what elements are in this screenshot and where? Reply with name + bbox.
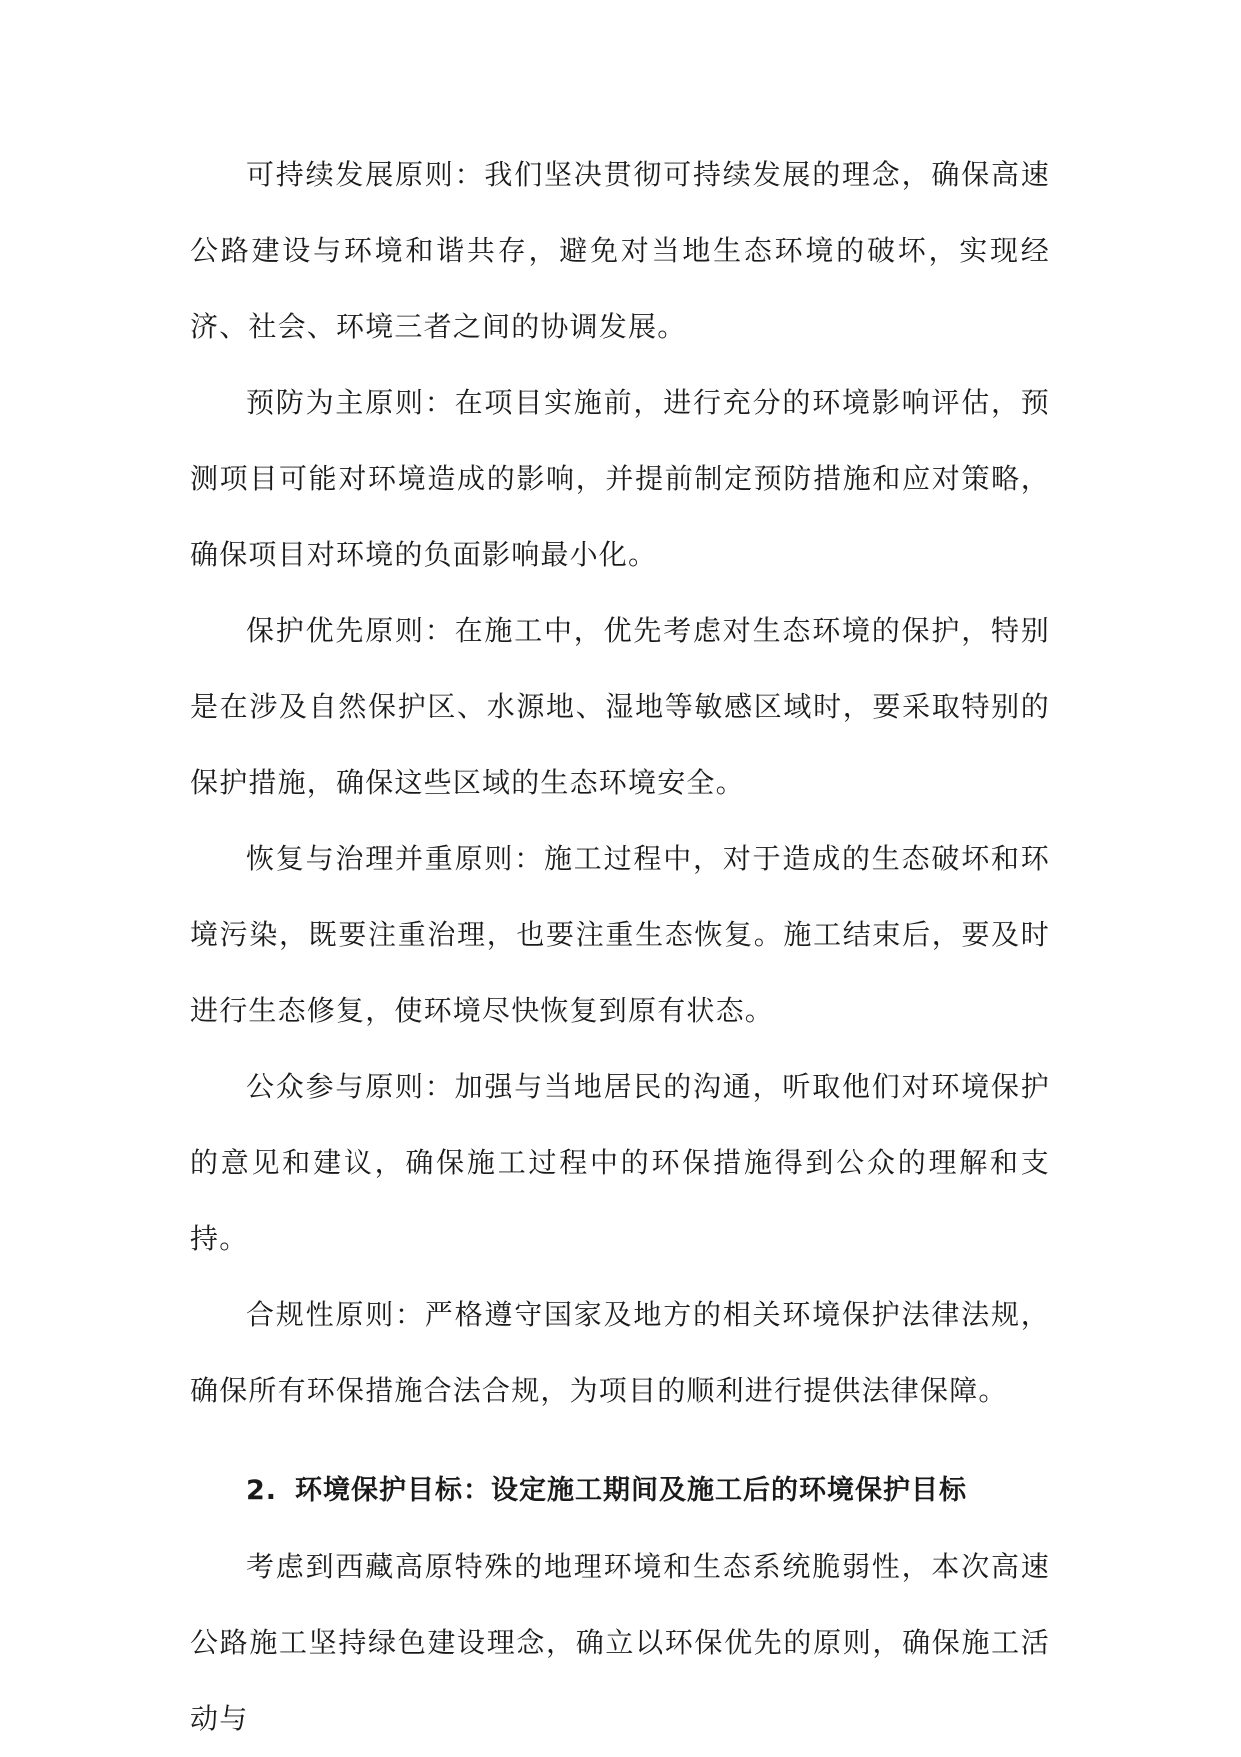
section-title: 环境保护目标：设定施工期间及施工后的环境保护目标 bbox=[295, 1475, 968, 1506]
paragraph-protection-priority: 保护优先原则：在施工中，优先考虑对生态环境的保护，特别是在涉及自然保护区、水源地、湿地等敏感区域时，要采取特别的保护措施，确保这些区域的生态环境安全。 bbox=[190, 614, 1050, 799]
section-heading bbox=[190, 1453, 1050, 1529]
paragraph-public-participation: 公众参与原则：加强与当地居民的沟通，听取他们对环境保护的意见和建议，确保施工过程中的环保措施得到公众的理解和支持。 bbox=[190, 1070, 1050, 1255]
section-number: 2. bbox=[246, 1475, 278, 1506]
paragraph-sustainable-development: 可持续发展原则：我们坚决贯彻可持续发展的理念，确保高速公路建设与环境和谐共存，避免对当地生态环境的破坏，实现经济、社会、环境三者之间的协调发展。 bbox=[190, 158, 1050, 343]
paragraph-prevention-first: 预防为主原则：在项目实施前，进行充分的环境影响评估，预测项目可能对环境造成的影响，并提前制定预防措施和应对策略，确保项目对环境的负面影响最小化。 bbox=[190, 386, 1050, 571]
document-page bbox=[190, 137, 1050, 1757]
paragraph-restoration-and-governance: 恢复与治理并重原则：施工过程中，对于造成的生态破坏和环境污染，既要注重治理，也要注重生态恢复。施工结束后，要及时进行生态修复，使环境尽快恢复到原有状态。 bbox=[190, 842, 1050, 1027]
paragraph-compliance: 合规性原则：严格遵守国家及地方的相关环境保护法律法规，确保所有环保措施合法合规，为项目的顺利进行提供法律保障。 bbox=[190, 1298, 1050, 1407]
section-paragraph: 考虑到西藏高原特殊的地理环境和生态系统脆弱性，本次高速公路施工坚持绿色建设理念，确立以环保优先的原则，确保施工活动与 bbox=[190, 1550, 1050, 1735]
